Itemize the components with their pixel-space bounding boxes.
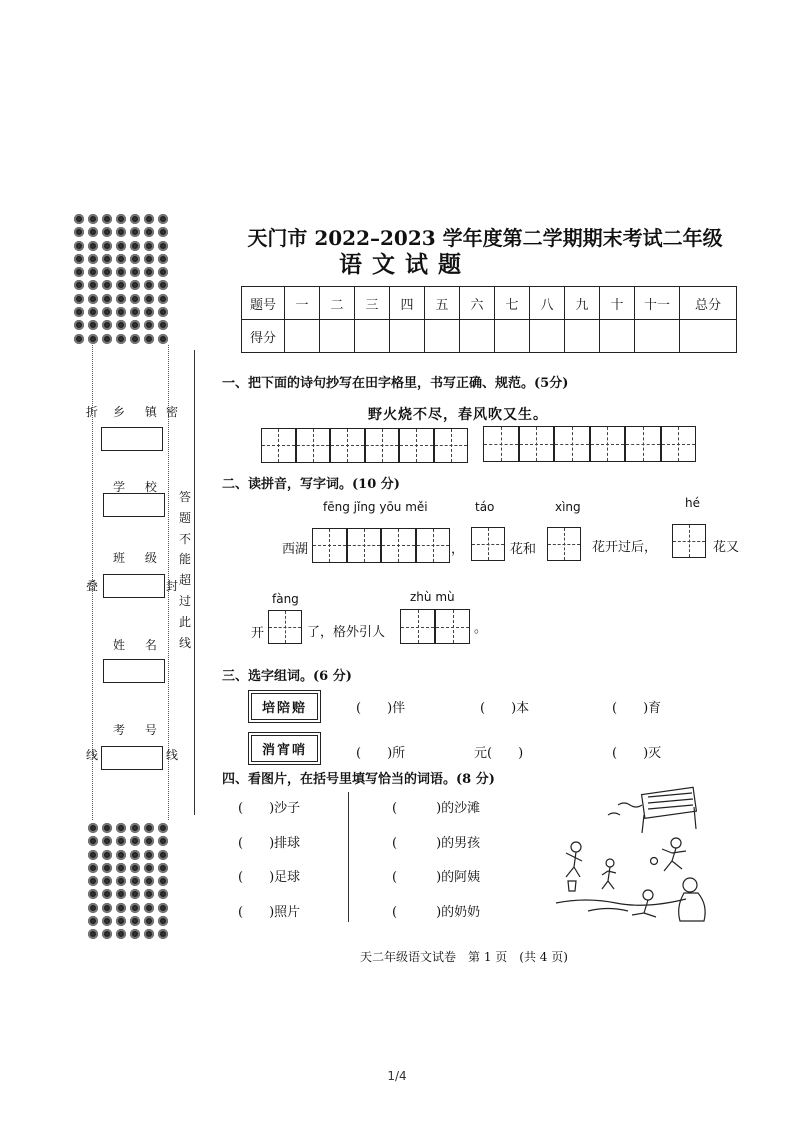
dot xyxy=(88,241,98,251)
dot xyxy=(88,294,98,304)
dot xyxy=(102,823,112,833)
dot xyxy=(158,850,168,860)
dot xyxy=(158,929,168,939)
score-header-cell: 总分 xyxy=(680,287,737,320)
warning-char: 能 xyxy=(178,552,191,567)
blank-nainai[interactable]: ( )的奶奶 xyxy=(392,905,481,920)
dot xyxy=(158,836,168,846)
dot xyxy=(144,294,154,304)
seal-char-1: 密 xyxy=(166,405,179,419)
text-period: 。 xyxy=(474,621,488,636)
dot xyxy=(144,903,154,913)
class-field[interactable] xyxy=(103,574,165,598)
score-header-cell: 十 xyxy=(600,287,635,320)
blank-zhaopian[interactable]: ( )照片 xyxy=(238,905,301,920)
dot xyxy=(102,836,112,846)
no-answer-warning xyxy=(178,487,192,653)
dot xyxy=(158,241,168,251)
fold-char-3: 线 xyxy=(86,748,99,762)
tianzige-box[interactable] xyxy=(261,428,296,463)
text-le: 了，格外引人 xyxy=(307,625,386,640)
tianzige-box[interactable] xyxy=(435,609,470,644)
char-choice-box-2 xyxy=(248,732,321,765)
score-header-cell: 七 xyxy=(495,287,530,320)
dot xyxy=(144,916,154,926)
dot xyxy=(116,929,126,939)
score-row-label: 得分 xyxy=(242,320,285,353)
dot xyxy=(116,876,126,886)
dot xyxy=(102,850,112,860)
dot xyxy=(158,280,168,290)
tianzige-box[interactable] xyxy=(330,428,365,463)
dot xyxy=(130,241,140,251)
score-header-cell: 三 xyxy=(355,287,390,320)
dot xyxy=(74,254,84,264)
score-header-cell: 题号 xyxy=(242,287,285,320)
dot xyxy=(130,280,140,290)
dot xyxy=(144,334,154,344)
fold-char-2: 叠 xyxy=(86,579,99,593)
dot xyxy=(116,836,126,846)
dot xyxy=(158,916,168,926)
dot xyxy=(144,876,154,886)
column-divider xyxy=(348,792,349,922)
score-cell[interactable] xyxy=(320,320,355,353)
exam-number-field[interactable] xyxy=(101,746,163,770)
dot xyxy=(144,254,154,264)
dot xyxy=(88,889,98,899)
tianzige-box[interactable] xyxy=(483,426,519,462)
dot xyxy=(88,850,98,860)
dot xyxy=(102,294,112,304)
tianzige-box[interactable] xyxy=(661,426,697,462)
blank-zuqiu[interactable]: ( )足球 xyxy=(238,870,301,885)
dot xyxy=(130,320,140,330)
dot xyxy=(102,863,112,873)
blank-mie[interactable]: ( )灭 xyxy=(612,746,662,761)
pinyin-fengjing: fēng jǐng yōu měi xyxy=(323,500,428,514)
fold-char-1: 折 xyxy=(86,405,99,419)
poem-line: 野火烧不尽，春风吹又生。 xyxy=(368,407,548,423)
tianzige-box[interactable] xyxy=(519,426,555,462)
dot xyxy=(130,254,140,264)
dot xyxy=(102,929,112,939)
dot xyxy=(158,903,168,913)
score-header-cell: 五 xyxy=(425,287,460,320)
exam-subtitle: 语文试题 xyxy=(339,251,471,278)
binding-line-solid xyxy=(194,350,195,815)
school-label: 学 校 xyxy=(113,480,165,494)
township-field[interactable] xyxy=(101,427,163,451)
dot xyxy=(130,214,140,224)
dot xyxy=(88,280,98,290)
dot xyxy=(74,241,84,251)
answer-box-tao[interactable] xyxy=(471,527,505,561)
answer-box-xing[interactable] xyxy=(547,527,581,561)
tianzige-box[interactable] xyxy=(625,426,661,462)
dot xyxy=(88,254,98,264)
dot xyxy=(102,876,112,886)
char-choice-2-text: 消宵哨 xyxy=(251,735,318,762)
dot xyxy=(88,267,98,277)
exam-number-label: 考 号 xyxy=(113,723,165,737)
tianzige-box[interactable] xyxy=(434,428,469,463)
text-huakai: 花开过后， xyxy=(592,540,658,555)
score-cell[interactable] xyxy=(635,320,680,353)
text-comma: ， xyxy=(451,542,465,557)
dot xyxy=(116,254,126,264)
dot xyxy=(74,267,84,277)
score-header-cell: 二 xyxy=(320,287,355,320)
question-1-heading: 一、把下面的诗句抄写在田字格里，书写正确、规范。(5分) xyxy=(222,376,569,391)
score-table-header-row xyxy=(242,287,737,320)
dot xyxy=(88,320,98,330)
score-header-cell: 一 xyxy=(285,287,320,320)
dot xyxy=(158,863,168,873)
blank-yuan[interactable]: 元( ) xyxy=(474,746,524,761)
dot xyxy=(116,334,126,344)
school-field[interactable] xyxy=(103,493,165,517)
blank-paiqiu[interactable]: ( )排球 xyxy=(238,836,301,851)
dot xyxy=(130,903,140,913)
dot xyxy=(144,836,154,846)
dot xyxy=(102,254,112,264)
tianzige-box[interactable] xyxy=(312,528,347,563)
dot xyxy=(116,850,126,860)
dot xyxy=(88,863,98,873)
score-header-cell: 八 xyxy=(530,287,565,320)
dot xyxy=(74,280,84,290)
char-choice-box-1 xyxy=(248,690,321,723)
dot xyxy=(116,320,126,330)
dot xyxy=(144,850,154,860)
beach-illustration xyxy=(548,785,718,925)
dot xyxy=(88,214,98,224)
dot xyxy=(88,836,98,846)
dot xyxy=(158,214,168,224)
dot xyxy=(130,267,140,277)
dot xyxy=(130,307,140,317)
dot xyxy=(144,267,154,277)
dot xyxy=(116,889,126,899)
dot xyxy=(158,823,168,833)
dot xyxy=(88,334,98,344)
warning-char: 过 xyxy=(178,593,191,608)
blank-suo[interactable]: ( )所 xyxy=(356,746,406,761)
dot xyxy=(130,889,140,899)
answer-box-he[interactable] xyxy=(672,524,706,558)
dot xyxy=(88,227,98,237)
dot xyxy=(116,903,126,913)
dot xyxy=(158,294,168,304)
score-cell[interactable] xyxy=(285,320,320,353)
dot xyxy=(158,267,168,277)
dot xyxy=(116,307,126,317)
dot xyxy=(130,850,140,860)
text-huayou: 花又 xyxy=(713,540,740,555)
dot xyxy=(102,280,112,290)
warning-char: 此 xyxy=(178,614,191,629)
pinyin-zhumu: zhù mù xyxy=(410,590,455,604)
dot xyxy=(88,307,98,317)
dot xyxy=(74,214,84,224)
pinyin-fang: fàng xyxy=(272,592,299,606)
dot xyxy=(130,334,140,344)
dot xyxy=(130,929,140,939)
dot xyxy=(102,267,112,277)
dot xyxy=(144,320,154,330)
answer-box-fang[interactable] xyxy=(268,610,302,644)
seal-char-3: 线 xyxy=(166,748,179,762)
dot xyxy=(102,903,112,913)
dot xyxy=(88,929,98,939)
dot xyxy=(144,307,154,317)
dot xyxy=(158,889,168,899)
dot xyxy=(102,214,112,224)
score-header-cell: 九 xyxy=(565,287,600,320)
blank-ben[interactable]: ( )本 xyxy=(480,701,530,716)
pinyin-he: hé xyxy=(685,496,700,510)
warning-char: 超 xyxy=(178,573,191,588)
tianzige-box[interactable] xyxy=(590,426,626,462)
dot xyxy=(116,823,126,833)
dot xyxy=(116,241,126,251)
dot xyxy=(130,876,140,886)
tianzige-box[interactable] xyxy=(400,609,435,644)
tianzige-box[interactable] xyxy=(416,528,451,563)
dot xyxy=(116,863,126,873)
dot-pattern-top xyxy=(74,214,172,347)
question-3-heading: 三、选字组词。(6 分) xyxy=(222,669,352,684)
dot xyxy=(144,227,154,237)
dot xyxy=(144,823,154,833)
dot xyxy=(158,334,168,344)
exam-title: 天门市 2022–2023 学年度第二学期期末考试二年级 xyxy=(247,226,723,250)
score-cell[interactable] xyxy=(680,320,737,353)
pinyin-tao: táo xyxy=(475,500,495,514)
score-header-cell: 四 xyxy=(390,287,425,320)
dot xyxy=(144,929,154,939)
dot xyxy=(130,836,140,846)
dot xyxy=(116,294,126,304)
tianzige-box[interactable] xyxy=(381,528,416,563)
score-table-score-row xyxy=(242,320,737,353)
pinyin-xing: xìng xyxy=(555,500,581,514)
dot xyxy=(158,254,168,264)
dot xyxy=(88,903,98,913)
score-cell[interactable] xyxy=(425,320,460,353)
blank-ayi[interactable]: ( )的阿姨 xyxy=(392,870,481,885)
tianzige-box[interactable] xyxy=(554,426,590,462)
score-header-cell: 十一 xyxy=(635,287,680,320)
dot xyxy=(130,227,140,237)
score-cell[interactable] xyxy=(530,320,565,353)
dot xyxy=(158,227,168,237)
dot xyxy=(144,889,154,899)
char-choice-1-text: 培陪赔 xyxy=(251,693,318,720)
dot xyxy=(130,294,140,304)
warning-char: 答 xyxy=(178,490,191,504)
page-number: 1/4 xyxy=(387,1069,407,1083)
dot xyxy=(74,334,84,344)
blank-ban[interactable]: ( )伴 xyxy=(356,701,406,716)
dot xyxy=(102,334,112,344)
dot xyxy=(158,876,168,886)
dot xyxy=(74,320,84,330)
blank-yu[interactable]: ( )育 xyxy=(612,701,662,716)
score-header-cell: 六 xyxy=(460,287,495,320)
dot xyxy=(102,227,112,237)
dot xyxy=(116,267,126,277)
dot xyxy=(102,889,112,899)
dot-pattern-bottom xyxy=(88,823,172,943)
dot xyxy=(116,280,126,290)
score-cell[interactable] xyxy=(355,320,390,353)
score-cell[interactable] xyxy=(495,320,530,353)
dot xyxy=(102,320,112,330)
score-table xyxy=(241,286,737,353)
dot xyxy=(102,916,112,926)
score-cell[interactable] xyxy=(565,320,600,353)
tianzige-box[interactable] xyxy=(347,528,382,563)
dot xyxy=(130,863,140,873)
text-xihu: 西湖 xyxy=(282,542,309,557)
dot xyxy=(116,227,126,237)
warning-char: 不 xyxy=(178,531,191,546)
warning-char: 题 xyxy=(178,510,191,525)
dot xyxy=(102,241,112,251)
dot xyxy=(130,823,140,833)
dot xyxy=(74,227,84,237)
tianzige-box[interactable] xyxy=(399,428,434,463)
dot xyxy=(102,307,112,317)
dot xyxy=(158,307,168,317)
score-cell[interactable] xyxy=(460,320,495,353)
seal-char-2: 封 xyxy=(166,579,179,593)
score-cell[interactable] xyxy=(600,320,635,353)
dot xyxy=(74,294,84,304)
dot xyxy=(144,280,154,290)
township-label: 乡 镇 xyxy=(113,405,165,419)
page-footer: 天二年级语文试卷 第 1 页 (共 4 页) xyxy=(360,950,568,964)
dot xyxy=(88,823,98,833)
dot xyxy=(130,916,140,926)
dot xyxy=(74,307,84,317)
tianzige-box[interactable] xyxy=(296,428,331,463)
blank-shatan[interactable]: ( )的沙滩 xyxy=(392,801,481,816)
question-2-heading: 二、读拼音，写字词。(10 分) xyxy=(222,477,400,492)
text-kai: 开 xyxy=(251,626,265,641)
dot xyxy=(144,214,154,224)
warning-char: 线 xyxy=(178,635,191,650)
class-label: 班 级 xyxy=(113,551,165,565)
name-field[interactable] xyxy=(103,659,165,683)
dot xyxy=(144,863,154,873)
score-cell[interactable] xyxy=(390,320,425,353)
dot xyxy=(116,214,126,224)
name-label: 姓 名 xyxy=(113,638,165,652)
question-4-heading: 四、看图片，在括号里填写恰当的词语。(8 分) xyxy=(222,772,495,787)
text-huahe: 花和 xyxy=(510,542,537,557)
dot xyxy=(88,916,98,926)
blank-shazi[interactable]: ( )沙子 xyxy=(238,801,301,816)
dot xyxy=(144,241,154,251)
tianzige-box[interactable] xyxy=(365,428,400,463)
dot xyxy=(116,916,126,926)
dot xyxy=(158,320,168,330)
dot xyxy=(88,876,98,886)
blank-nanhai[interactable]: ( )的男孩 xyxy=(392,836,481,851)
